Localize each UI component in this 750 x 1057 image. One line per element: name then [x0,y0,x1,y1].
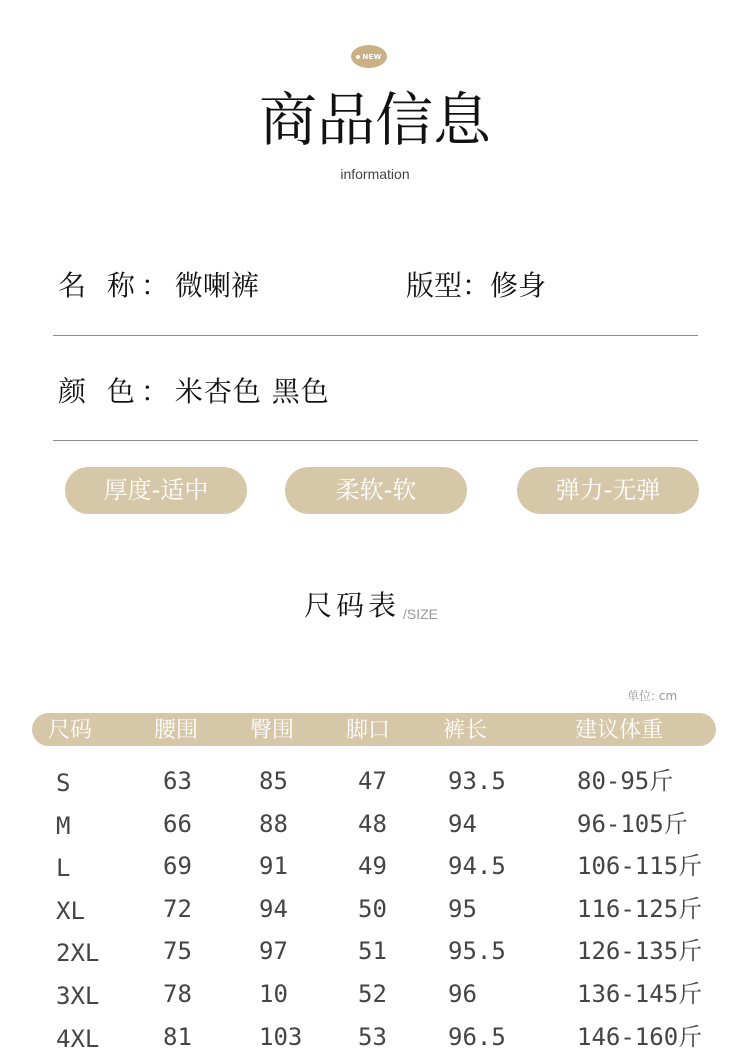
cell-hem: 49 [358,852,387,880]
cell-hem: 52 [358,980,387,1008]
new-badge-label: NEW [362,52,382,61]
header-weight: 建议体重 [575,718,664,743]
page-subtitle: information [340,166,410,182]
cell-length: 95.5 [448,937,506,965]
product-name-value: 微喇裤 [174,269,259,302]
cell-size: L [56,854,71,882]
header-hem: 脚口 [346,718,391,743]
cell-hem: 48 [358,810,387,838]
cell-hem: 47 [358,767,387,795]
attribute-elasticity: 弹力-无弹 [517,467,699,514]
product-color [58,374,330,410]
cell-length: 96 [448,980,477,1008]
cell-weight: 126-135斤 [577,937,703,965]
header-hip: 臀围 [250,718,295,743]
product-color-label: 颜 色： [58,375,175,408]
size-chart-title: 尺码表 [304,589,401,622]
cell-size: 3XL [56,982,100,1010]
cell-waist: 78 [163,980,192,1008]
cell-weight: 116-125斤 [577,895,703,923]
cell-weight: 80-95斤 [577,767,674,795]
new-badge [351,45,387,68]
size-chart-subtitle: /SIZE [403,606,439,622]
cell-waist: 81 [163,1023,192,1051]
cell-hip: 85 [259,767,288,795]
cell-size: M [56,812,71,840]
header-waist: 腰围 [154,718,199,743]
cell-weight: 106-115斤 [577,852,703,880]
cell-hip: 94 [259,895,288,923]
cell-hip: 91 [259,852,288,880]
cell-weight: 146-160斤 [577,1023,703,1051]
attribute-softness: 柔软-软 [285,467,467,514]
product-fit [406,268,546,304]
cell-weight: 136-145斤 [577,980,703,1008]
product-fit-label: 版型： [406,269,491,302]
cell-waist: 66 [163,810,192,838]
cell-hem: 53 [358,1023,387,1051]
product-name [58,268,259,304]
cell-weight: 96-105斤 [577,810,688,838]
cell-size: S [56,769,71,797]
cell-waist: 75 [163,937,192,965]
attribute-thickness: 厚度-适中 [65,467,247,514]
cell-length: 93.5 [448,767,506,795]
cell-waist: 72 [163,895,192,923]
cell-hip: 10 [259,980,288,1008]
cell-length: 94 [448,810,477,838]
cell-hip: 97 [259,937,288,965]
cell-hem: 50 [358,895,387,923]
cell-hip: 103 [259,1023,303,1051]
cell-size: XL [56,897,85,925]
size-chart-unit: 单位: cm [627,689,678,703]
divider [53,440,698,441]
header-length: 裤长 [443,718,488,743]
divider [53,335,698,336]
cell-size: 2XL [56,939,100,967]
cell-hem: 51 [358,937,387,965]
cell-size: 4XL [56,1025,100,1053]
cell-length: 94.5 [448,852,506,880]
cell-waist: 63 [163,767,192,795]
product-color-value: 米杏色 黑色 [174,375,330,408]
page-title: 商品信息 [258,86,491,154]
cell-length: 95 [448,895,477,923]
cell-waist: 69 [163,852,192,880]
product-name-label: 名 称： [58,269,175,302]
cell-hip: 88 [259,810,288,838]
cell-length: 96.5 [448,1023,506,1051]
product-fit-value: 修身 [490,269,547,302]
header-size: 尺码 [48,718,93,743]
dot-icon [356,55,360,59]
